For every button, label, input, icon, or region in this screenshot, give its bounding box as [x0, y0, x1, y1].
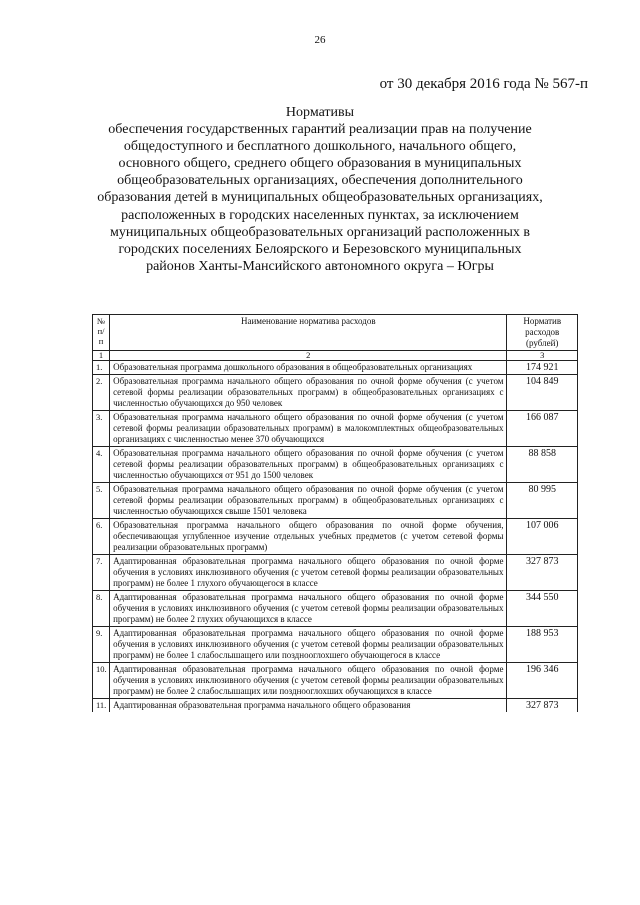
title-line: основного общего, среднего общего образования в муниципальных: [118, 156, 522, 172]
column-index: 2: [110, 351, 507, 361]
column-index: 3: [507, 351, 578, 361]
row-value: 327 873: [507, 555, 578, 591]
title-line: Нормативы: [285, 105, 355, 120]
row-value: 107 006: [507, 519, 578, 555]
table-row: [93, 519, 578, 555]
table-header-row: [93, 315, 578, 351]
norms-table: [92, 314, 578, 712]
document-title: [60, 104, 580, 275]
title-line: обеспечения государственных гарантий реализации прав на получение: [108, 122, 532, 138]
header-name: Наименование норматива расходов: [110, 315, 507, 351]
table-row: [93, 483, 578, 519]
title-line: образования детей в муниципальных общеобразовательных организациях,: [97, 190, 543, 206]
row-number: 11.: [93, 699, 110, 713]
row-name: Образовательная программа начального общего образования по очной форме обучения (с учетом сетевой формы реализации образовательных программ) в общеобразовательных организациях с численностью обучающихся свыше 1501 человека: [110, 483, 507, 519]
table-row: [93, 411, 578, 447]
column-index-row: [93, 351, 578, 361]
row-name: Образовательная программа начального общего образования по очной форме обучения (с учетом сетевой формы реализации образовательных программ) в общеобразовательных организациях с численностью обучающихся до 950 человек: [110, 375, 507, 411]
table-row: [93, 555, 578, 591]
table-row: [93, 375, 578, 411]
table-row: [93, 447, 578, 483]
row-value: 344 550: [507, 591, 578, 627]
row-value: 80 995: [507, 483, 578, 519]
row-number: 3.: [93, 411, 110, 447]
title-line: расположенных в городских населенных пунктах, за исключением: [121, 207, 519, 223]
header-number: № п/п: [93, 315, 110, 351]
page-number: 26: [314, 34, 326, 46]
row-name: Образовательная программа начального общего образования по очной форме обучения (с учетом сетевой формы реализации образовательных программ) в общеобразовательных организациях с численностью обучающихся от 951 до 1500 человек: [110, 447, 507, 483]
row-value: 104 849: [507, 375, 578, 411]
row-name: Адаптированная образовательная программа начального общего образования по очной форме обучения в условиях инклюзивного обучения (с учетом сетевой формы реализации образовательных программ) не более 2 слабослышащих или позднооглохших обучающихся в классе: [110, 663, 507, 699]
document-reference: от 30 декабря 2016 года № 567-п: [379, 76, 588, 92]
title-line: районов Ханты-Мансийского автономного округа – Югры: [146, 258, 494, 274]
row-number: 7.: [93, 555, 110, 591]
row-value: 196 346: [507, 663, 578, 699]
row-number: 9.: [93, 627, 110, 663]
row-name: Адаптированная образовательная программа начального общего образования по очной форме обучения в условиях инклюзивного обучения (с учетом сетевой формы реализации образовательных программ) не более 1 слабослышащего или позднооглохшего обучающегося в классе: [110, 627, 507, 663]
row-number: 1.: [93, 361, 110, 375]
table-row: [93, 699, 578, 713]
header-value: Норматив расходов (рублей): [507, 315, 578, 351]
table-row: [93, 627, 578, 663]
row-name: Образовательная программа начального общего образования по очной форме обучения, обеспечивающая углубленное изучение отдельных учебных предметов (с учетом сетевой формы реализации образовательных программ): [110, 519, 507, 555]
row-number: 2.: [93, 375, 110, 411]
column-index: 1: [93, 351, 110, 361]
row-value: 174 921: [507, 361, 578, 375]
row-value: 188 953: [507, 627, 578, 663]
row-name: Адаптированная образовательная программа начального общего образования по очной форме обучения в условиях инклюзивного обучения (с учетом сетевой формы реализации образовательных программ) не более 2 глухих обучающихся в классе: [110, 591, 507, 627]
row-number: 10.: [93, 663, 110, 699]
title-line: городских поселениях Белоярского и Березовского муниципальных: [118, 241, 522, 257]
title-line: муниципальных общеобразовательных организаций расположенных в: [110, 224, 530, 240]
table-row: [93, 361, 578, 375]
row-name: Адаптированная образовательная программа начального общего образования по очной форме обучения в условиях инклюзивного обучения (с учетом сетевой формы реализации образовательных программ) не более 1 глухого обучающегося в классе: [110, 555, 507, 591]
row-number: 8.: [93, 591, 110, 627]
row-number: 5.: [93, 483, 110, 519]
row-name: Образовательная программа дошкольного образования в общеобразовательных организациях: [110, 361, 507, 375]
row-value: 166 087: [507, 411, 578, 447]
row-value: 88 858: [507, 447, 578, 483]
row-number: 4.: [93, 447, 110, 483]
title-line: общедоступного и бесплатного дошкольного, начального общего,: [123, 139, 517, 155]
title-line: общеобразовательных организациях, обеспечения дополнительного: [117, 173, 523, 189]
row-number: 6.: [93, 519, 110, 555]
row-name: Образовательная программа начального общего образования по очной форме обучения (с учетом сетевой формы реализации образовательных программ) в малокомплектных общеобразовательных организациях с численностью менее 370 обучающихся: [110, 411, 507, 447]
row-name: Адаптированная образовательная программа начального общего образования: [110, 699, 507, 713]
table-row: [93, 663, 578, 699]
table-row: [93, 591, 578, 627]
row-value: 327 873: [507, 699, 578, 713]
